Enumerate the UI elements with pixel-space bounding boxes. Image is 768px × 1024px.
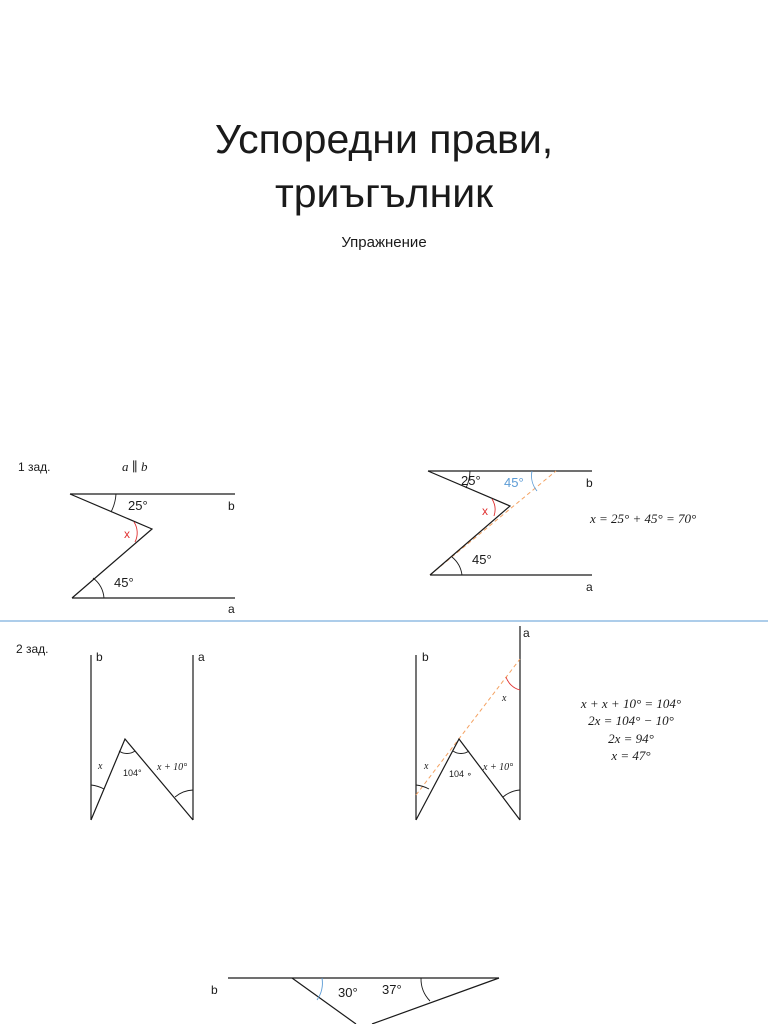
task1s-arc-45-alt bbox=[532, 471, 537, 491]
task3-angle-30: 30° bbox=[338, 985, 358, 1000]
task3-figure bbox=[211, 978, 499, 1024]
task2s-arc-x-top bbox=[506, 677, 520, 690]
task2-triangle-sides bbox=[91, 739, 193, 820]
task1s-angle-x: x bbox=[482, 504, 488, 518]
task2s-arc-apex bbox=[453, 751, 469, 754]
task1-equation: x = 25° + 45° = 70° bbox=[590, 511, 697, 526]
task1-figure bbox=[18, 459, 235, 616]
task2-label-a: a bbox=[198, 650, 205, 664]
task2-angle-x: x bbox=[98, 761, 103, 772]
task2-figure bbox=[16, 642, 205, 820]
task1-angle-25: 25° bbox=[128, 498, 148, 513]
task2s-angle-x10: x + 10° bbox=[483, 762, 514, 773]
task2-solution-figure bbox=[416, 626, 681, 820]
task1-label: 1 зад. bbox=[18, 460, 51, 474]
task2-equation-4: x = 47° bbox=[611, 748, 651, 763]
task1-label-b: b bbox=[228, 499, 235, 513]
task2-arc-x bbox=[91, 785, 104, 789]
task2-label: 2 зад. bbox=[16, 642, 49, 656]
task1-arc-x bbox=[134, 522, 137, 542]
task1s-label-a: a bbox=[586, 580, 593, 594]
task2-equation-3: 2x = 94° bbox=[608, 731, 654, 746]
task1-condition: a ∥ b bbox=[122, 459, 148, 474]
task1-angle-45: 45° bbox=[114, 575, 134, 590]
task1-label-a: a bbox=[228, 602, 235, 616]
task2s-angle-x-top: x bbox=[502, 693, 507, 704]
task2s-label-a: a bbox=[523, 626, 530, 640]
task3-arc-37 bbox=[421, 978, 430, 1001]
task2s-label-b: b bbox=[422, 650, 429, 664]
task2-angle-x10: x + 10° bbox=[157, 762, 188, 773]
task2-arc-apex bbox=[119, 751, 135, 754]
task1-solution-figure bbox=[428, 471, 696, 594]
slide-subtitle: Упражнение bbox=[341, 234, 427, 251]
task1s-angle-45-alt: 45° bbox=[504, 475, 524, 490]
task1-arc-25 bbox=[111, 494, 116, 512]
task3-label-b: b bbox=[211, 983, 218, 997]
task1-arc-45 bbox=[93, 578, 104, 598]
task2-equation-1: x + x + 10° = 104° bbox=[580, 696, 682, 711]
task2-angle-apex: 104° bbox=[123, 768, 142, 778]
task2-label-b: b bbox=[96, 650, 103, 664]
slide-title-line-2: триъгълник bbox=[274, 170, 494, 216]
task2s-arc-x10 bbox=[503, 790, 520, 797]
task2s-angle-apex: 104 ∘ bbox=[449, 769, 473, 779]
task1s-angle-45: 45° bbox=[472, 552, 492, 567]
task2s-angle-x: x bbox=[424, 761, 429, 772]
task2-equation-2: 2x = 104° − 10° bbox=[588, 713, 674, 728]
task2-arc-x10 bbox=[175, 790, 193, 797]
task1s-arc-x bbox=[492, 499, 495, 516]
task1s-label-b: b bbox=[586, 476, 593, 490]
task1s-arc-45 bbox=[452, 557, 462, 575]
task3-angle-37: 37° bbox=[382, 982, 402, 997]
task1s-angle-25: 25° bbox=[461, 473, 481, 488]
task1-angle-x: x bbox=[124, 527, 130, 541]
task2-equations bbox=[580, 696, 681, 763]
slide-title-line-1: Успоредни прави, bbox=[214, 116, 554, 162]
